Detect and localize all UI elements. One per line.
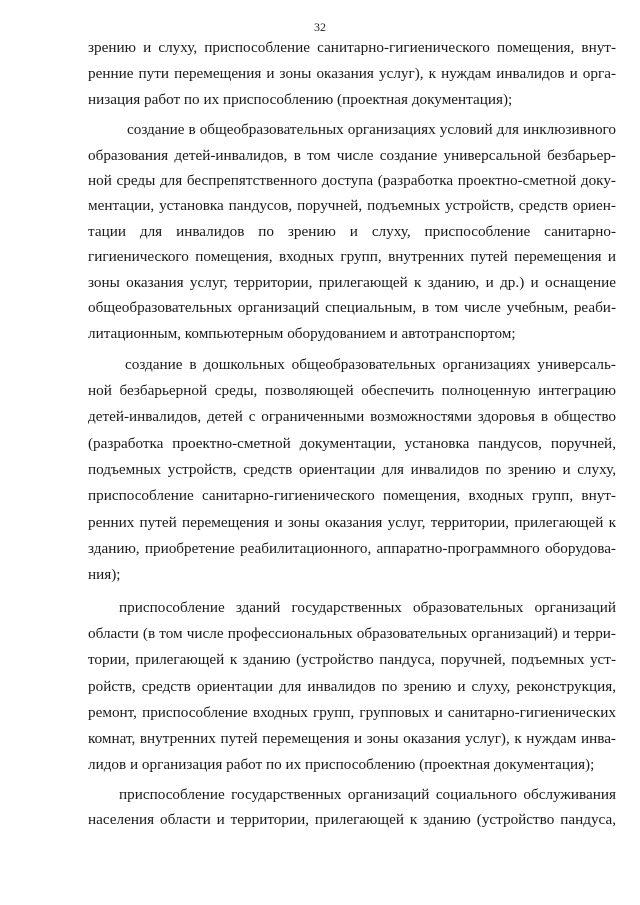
text-line: ремонт, приспособление входных групп, групповых и санитарно-гигиенических (88, 704, 616, 721)
text-line: подъемных устройств, средств ориентации для инвалидов по зрению и слуху, (88, 461, 616, 478)
text-line: приспособление зданий государственных образовательных организаций (119, 599, 616, 616)
text-line: приспособление государственных организаций социального обслуживания (119, 786, 616, 803)
text-line: комнат, внутренних путей перемещения и зоны оказания услуг), к нуждам инва- (88, 730, 616, 747)
text-line: лидов и организация работ по их приспособлению (проектная документация); (88, 756, 595, 773)
text-line: литационным, компьютерным оборудованием и автотранспортом; (88, 325, 516, 342)
text-line: тации для инвалидов по зрению и слуху, приспособление санитарно- (88, 223, 616, 240)
text-line: ренние пути перемещения и зоны оказания услуг), к нуждам инвалидов и орга- (88, 65, 616, 82)
text-line: зданию, приобретение реабилитационного, аппаратно-программного оборудова- (88, 540, 616, 557)
text-line: ройств, средств ориентации для инвалидов по зрению и слуху, реконструкция, (88, 678, 616, 695)
text-line: приспособление санитарно-гигиенического помещения, входных групп, внут- (88, 487, 616, 504)
text-line: создание в общеобразовательных организациях условий для инклюзивного (127, 121, 616, 138)
text-line: ной безбарьерной среды, позволяющей обеспечить полноценную интеграцию (88, 382, 616, 399)
text-line: (разработка проектно-сметной документации, установка пандусов, поручней, (88, 435, 616, 452)
text-line: гигиенического помещения, входных групп, внутренних путей перемещения и (88, 248, 616, 265)
text-line: образования детей-инвалидов, в том числе создание универсальной безбарьер- (88, 147, 616, 164)
text-line: зрению и слуху, приспособление санитарно-гигиенического помещения, внут- (88, 39, 616, 56)
text-line: ния); (88, 566, 121, 583)
text-line: детей-инвалидов, детей с ограниченными возможностями здоровья в общество (88, 408, 616, 425)
text-line: зоны оказания услуг, территории, прилегающей к зданию, и др.) и оснащение (88, 274, 616, 291)
text-line: ной среды для беспрепятственного доступа (разработка проектно-сметной доку- (88, 172, 616, 189)
text-line: тории, прилегающей к зданию (устройство пандуса, поручней, подъемных уст- (88, 651, 616, 668)
text-line: ментации, установка пандусов, поручней, подъемных устройств, средств ориен- (88, 197, 616, 214)
text-line: области (в том числе профессиональных образовательных организаций) и терри- (88, 625, 616, 642)
text-line: низация работ по их приспособлению (проектная документация); (88, 91, 513, 108)
text-line: населения области и территории, прилегающей к зданию (устройство пандуса, (88, 811, 616, 828)
page-number: 32 (314, 20, 326, 34)
text-line: ренних путей перемещения и зоны оказания услуг, территории, прилегающей к (88, 514, 616, 531)
text-line: создание в дошкольных общеобразовательных организациях универсаль- (125, 356, 616, 373)
text-line: общеобразовательных организаций специальным, в том числе учебным, реаби- (88, 299, 616, 316)
